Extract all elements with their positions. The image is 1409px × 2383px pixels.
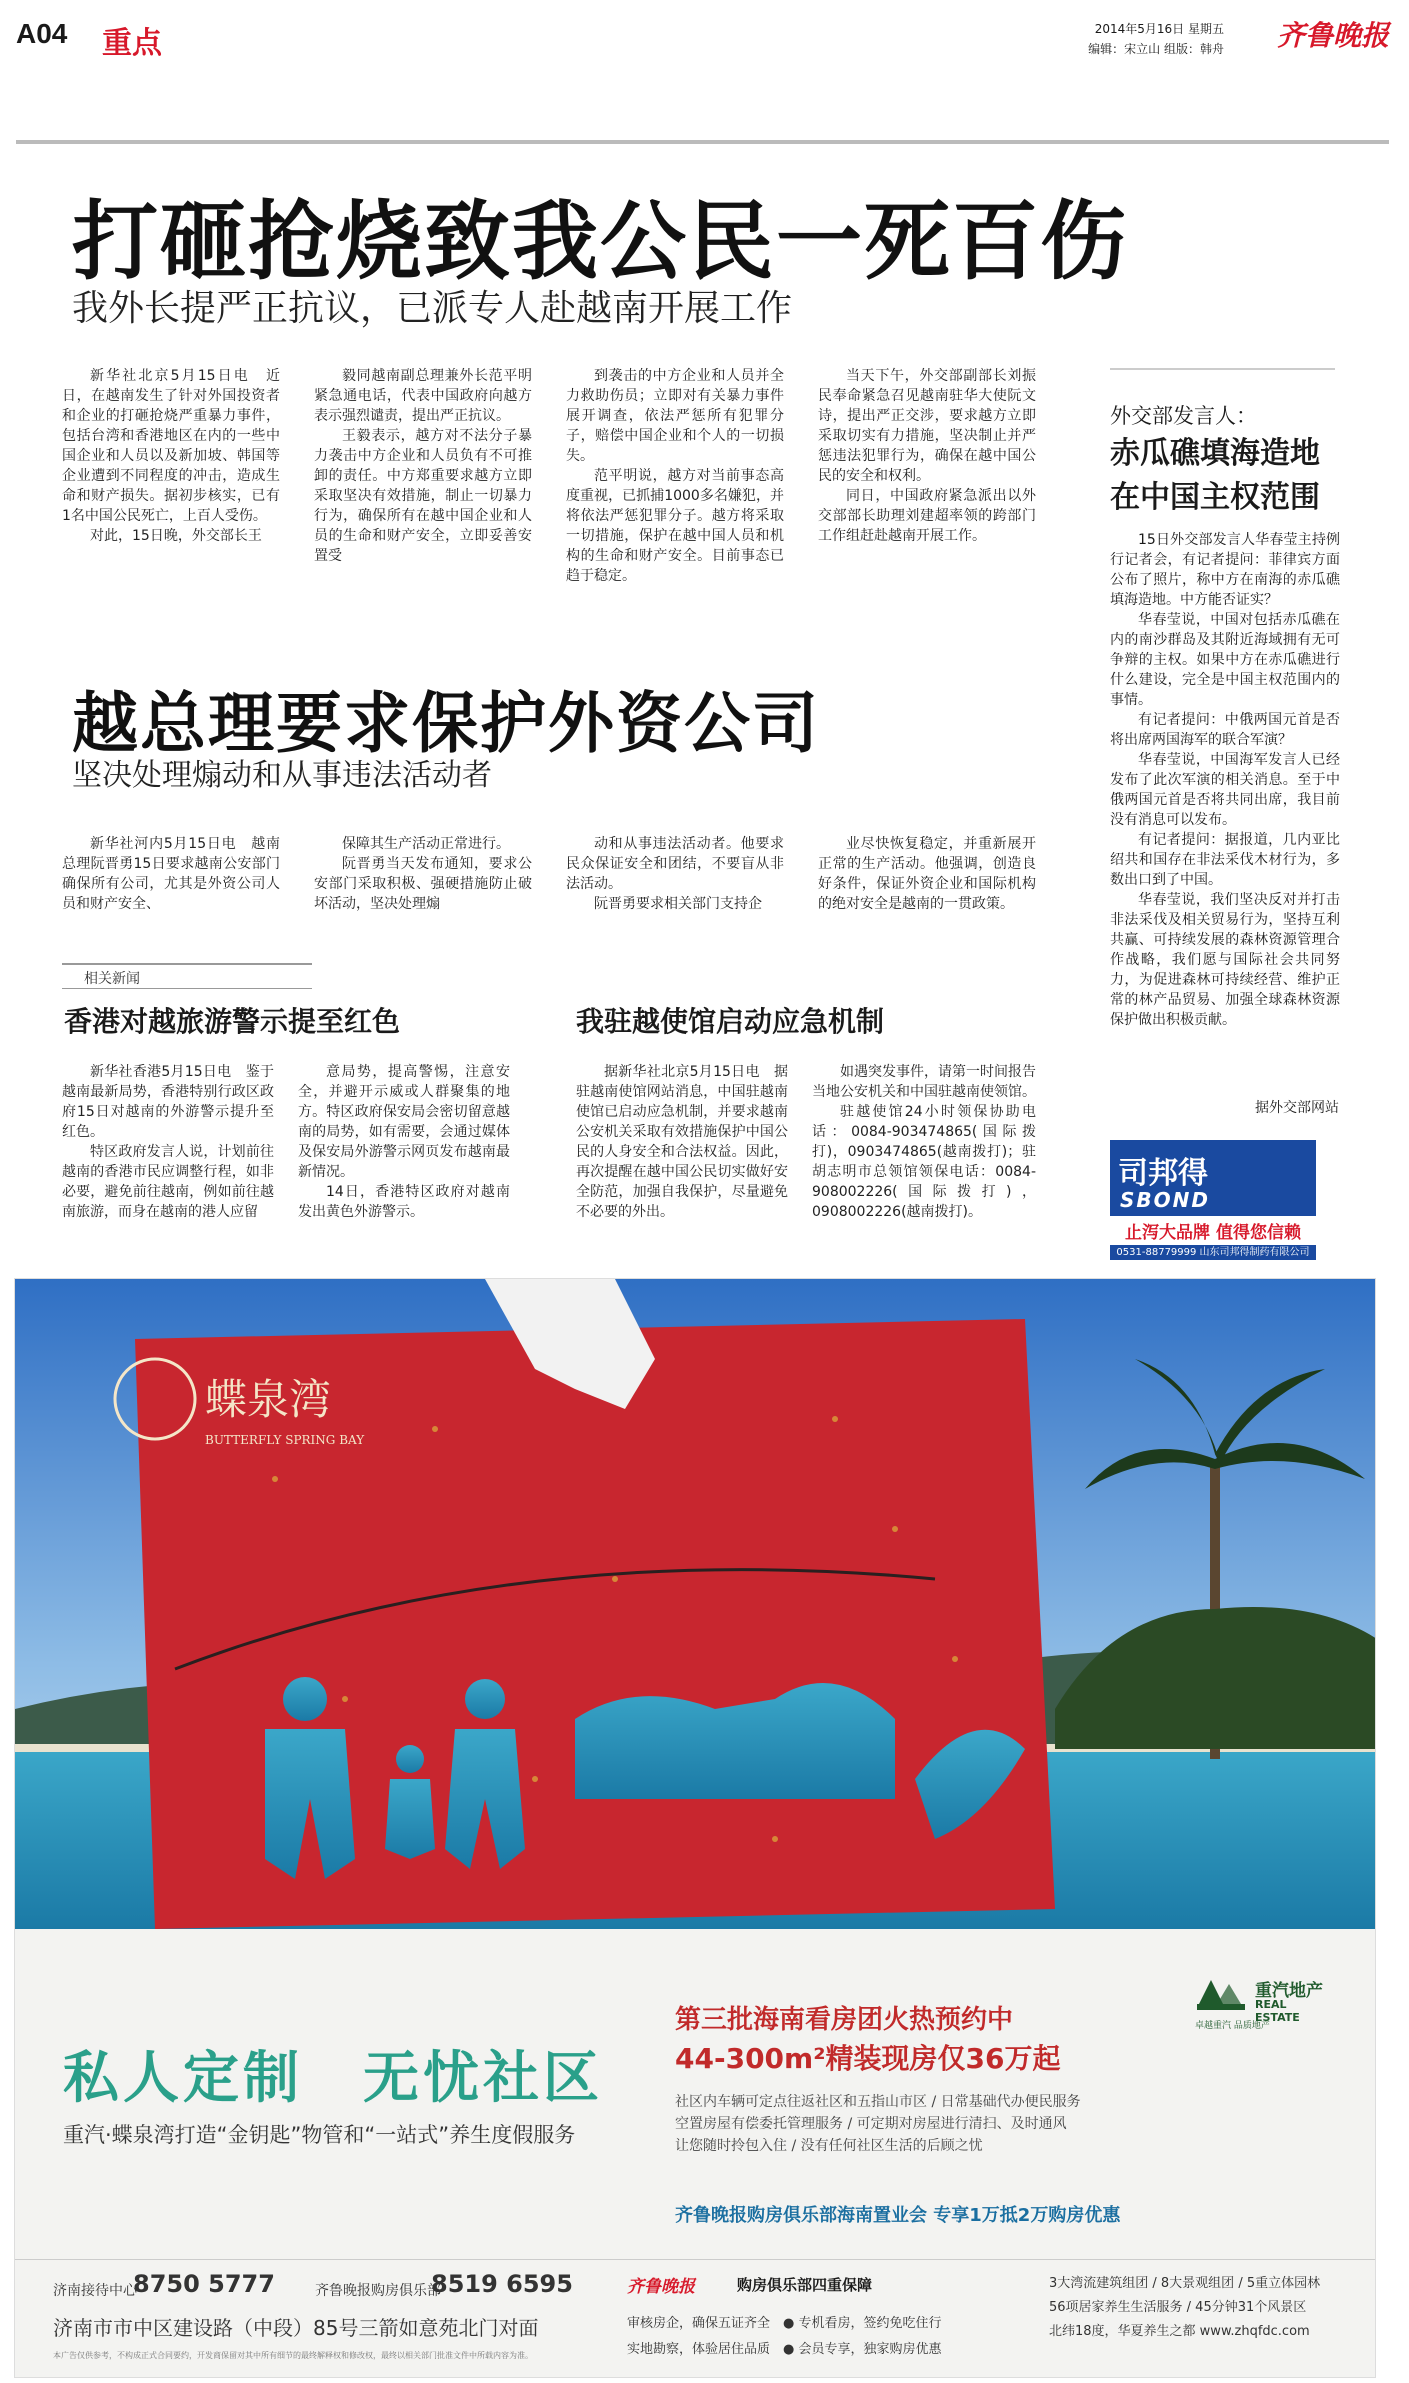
- sinotruk-emblem-icon: [1195, 1974, 1249, 2014]
- reception-label: 济南接待中心: [53, 2283, 137, 2299]
- developer-english: REAL ESTATE: [1255, 1998, 1300, 2024]
- related-left-headline: 香港对越旅游警示提至红色: [64, 1005, 401, 1038]
- paragraph: 新华社香港5月15日电 鉴于越南最新局势，香港特别行政区政府15日对越南的外游警示提升至红色。: [62, 1064, 274, 1140]
- sbond-tagline: 止泻大品牌 值得您信赖: [1110, 1216, 1316, 1245]
- service-features: [675, 2091, 1081, 2157]
- project-english-name: BUTTERFLY SPRING BAY: [205, 1433, 365, 1447]
- ad-text-area: [15, 1929, 1376, 2378]
- club-offer: 齐鲁晚报购房俱乐部海南置业会 专享1万抵2万购房优惠: [675, 2205, 1121, 2226]
- paragraph: 意局势，提高警惕，注意安全，并避开示威或人群聚集的地方。特区政府保安局会密切留意越南的局势，如有需要，会通过媒体及保安局外游警示网页发布越南最新情况。: [298, 1064, 510, 1180]
- project-highlights: [1049, 2272, 1320, 2344]
- paragraph: 新华社河内5月15日电 越南总理阮晋勇15日要求越南公安部门确保所有公司，尤其是外资公司人员和财产安全、: [62, 836, 280, 912]
- paragraph: 据新华社北京5月15日电 据驻越南使馆网站消息，中国驻越南使馆已启动应急机制，并要求越南公安机关采取有效措施保护中国公民的人身安全和合法权益。因此，再次提醒在越中国公民切实做好安全防范，加强自我保护，尽量避免不必要的外出。: [576, 1064, 788, 1220]
- developer-logo: [1195, 1974, 1335, 2034]
- page-header: [16, 14, 1389, 62]
- page-number: A04: [16, 18, 68, 49]
- second-headline: 越总理要求保护外资公司: [72, 685, 820, 762]
- story1-column-3: [566, 366, 784, 586]
- story2-column-4: [818, 834, 1036, 914]
- issue-date: 2014年5月16日 星期五: [1094, 22, 1224, 36]
- story2-column-2: [314, 834, 532, 914]
- feature-line: 空置房屋有偿委托管理服务 / 可定期对房屋进行清扫、及时通风: [675, 2116, 1067, 2132]
- paragraph: 14日，香港特区政府对越南发出黄色外游警示。: [298, 1184, 510, 1220]
- sbond-advertisement: [1110, 1140, 1316, 1260]
- promo-line-2: 44-300m²精装现房仅36万起: [675, 2042, 1061, 2075]
- reception-phone: 8750 5777: [133, 2270, 275, 2298]
- related-right-headline: 我驻越使馆启动应急机制: [576, 1005, 885, 1038]
- paragraph: 阮晋勇要求相关部门支持企: [594, 896, 762, 912]
- real-estate-advertisement: [14, 1278, 1376, 2378]
- paragraph: 有记者提问：据报道，几内亚比绍共和国存在非法采伐木材行为，多数出口到了中国。: [1110, 832, 1340, 888]
- paragraph: 如遇突发事件，请第一时间报告当地公安机关和中国驻越南使领馆。: [812, 1064, 1036, 1100]
- club-phone: 8519 6595: [431, 2270, 573, 2298]
- story1-column-4: [818, 366, 1036, 546]
- resort-photo: [15, 1279, 1376, 1929]
- highlight-line: 3大湾流建筑组团 / 8大景观组团 / 5重立体园林: [1049, 2276, 1321, 2291]
- club-guarantee-title: 购房俱乐部四重保障: [737, 2276, 873, 2294]
- paragraph: 保障其生产活动正常进行。: [342, 836, 510, 852]
- paragraph: 当天下午，外交部副部长刘振民奉命紧急召见越南驻华大使阮文诗，提出严正交涉，要求越方立即采取切实有力措施，坚决制止并严惩违法犯罪行为，确保在越中国公民的安全和权利。: [818, 368, 1036, 484]
- sbond-phone: 0531-88779999 山东司邦得制药有限公司: [1116, 1247, 1310, 1258]
- related-left-column-2: [298, 1062, 510, 1222]
- paragraph: 到袭击的中方企业和人员并全力救助伤员；立即对有关暴力事件展开调查，依法严惩所有犯罪分子，赔偿中国企业和个人的一切损失。: [566, 368, 784, 464]
- project-name: 蝶泉湾: [205, 1375, 332, 1424]
- paragraph: 15日外交部发言人华春莹主持例行记者会，有记者提问：菲律宾方面公布了照片，称中方在南海的赤瓜礁填海造地。中方能否证实？: [1110, 532, 1340, 608]
- paragraph: 有记者提问：中俄两国元首是否将出席两国海军的联合军演？: [1110, 712, 1340, 748]
- club-guarantees: [627, 2272, 1027, 2368]
- sidebar-headline: 赤瓜礁填海造地在中国主权范围: [1110, 436, 1320, 515]
- highlight-line: 56项居家养生生活服务 / 45分钟31个风景区: [1049, 2300, 1307, 2315]
- paragraph: 动和从事违法活动者。他要求民众保证安全和团结，不要盲从非法活动。: [566, 836, 784, 892]
- developer-name: 重汽地产: [1255, 1981, 1323, 2001]
- ad-disclaimer: 本广告仅供参考，不构成正式合同要约，开发商保留对其中所有细节的最终解释权和修改权，最终以相关部门批准文件中所载内容为准。: [53, 2351, 533, 2360]
- paragraph: 华春莹说，中国海军发言人已经发布了此次军演的相关消息。至于中俄两国元首是否将共同出席，我目前没有消息可以发布。: [1110, 752, 1340, 828]
- story2-column-1: [62, 834, 280, 914]
- paragraph: 毅同越南副总理兼外长范平明紧急通电话，代表中国政府向越方表示强烈谴责，提出严正抗议。: [314, 368, 532, 424]
- related-left-column-1: [62, 1062, 274, 1222]
- story1-column-2: [314, 366, 532, 566]
- club-label: 齐鲁晚报购房俱乐部: [315, 2283, 441, 2299]
- related-right-column-2: [812, 1062, 1036, 1222]
- sbond-english-name: SBOND: [1120, 1188, 1210, 1212]
- sidebar-kicker: 外交部发言人：: [1110, 404, 1257, 428]
- ad-slogan: 私人定制 无忧社区: [63, 2046, 603, 2111]
- guarantee-line: 审核房企，确保五证齐全 ● 专机看房，签约免吃住行: [627, 2316, 942, 2331]
- paragraph: 特区政府发言人说，计划前往越南的香港市民应调整行程，如非必要，避免前往越南，例如前往越南旅游，而身在越南的港人应留: [62, 1144, 274, 1220]
- sidebar-divider: [1110, 368, 1335, 370]
- club-logo: 齐鲁晚报: [627, 2277, 695, 2297]
- paragraph: 华春莹说，中国对包括赤瓜礁在内的南沙群岛及其附近海域拥有无可争辩的主权。如果中方在赤瓜礁进行什么建设，完全是中国主权范围内的事情。: [1110, 612, 1340, 708]
- paragraph: 对此，15日晚，外交部长王: [90, 528, 262, 544]
- related-news-label: 相关新闻: [84, 971, 140, 987]
- guarantee-line: 实地勘察，体验居住品质 ● 会员专享，独家购房优惠: [627, 2342, 942, 2357]
- paragraph: 新华社北京5月15日电 近日，在越南发生了针对外国投资者和企业的打砸抢烧严重暴力事件，包括台湾和香港地区在内的一些中国企业和人员以及新加坡、韩国等企业遭到不同程度的冲击，造成生命和财产损失。据初步核实，已有1名中国公民死亡，上百人受伤。: [62, 368, 280, 524]
- story1-column-1: [62, 366, 280, 546]
- editors-line: 编辑：宋立山 组版：韩舟: [1088, 42, 1224, 56]
- newspaper-logo: 齐鲁晚报: [1276, 19, 1389, 52]
- second-subhead: 坚决处理煽动和从事违法活动者: [72, 758, 492, 793]
- paragraph: 华春莹说，我们坚决反对并打击非法采伐及相关贸易行为，坚持互利共赢、可持续发展的森林资源管理合作战略，我们愿与国际社会共同努力，为促进森林可持续经营、维护正常的林产品贸易、加强全球森林资源保护做出积极贡献。: [1110, 892, 1340, 1028]
- paragraph: 阮晋勇当天发布通知，要求公安部门采取积极、强硬措施防止破坏活动，坚决处理煽: [314, 856, 532, 912]
- story2-column-3: [566, 834, 784, 914]
- paragraph: 王毅表示，越方对不法分子暴力袭击中方企业和人员负有不可推卸的责任。中方郑重要求越方立即采取坚决有效措施，制止一切暴力行为，确保所有在越中国企业和人员的生命和财产安全，立即妥善安置受: [314, 428, 532, 564]
- sidebar-source: 据外交部网站: [1255, 1100, 1339, 1116]
- highlight-line: 北纬18度，华夏养生之都 www.zhqfdc.com: [1049, 2324, 1310, 2339]
- paragraph: 驻越使馆24小时领保协助电话：0084-903474865(国际拨打)，0903474865(越南拨打)；驻胡志明市总领馆领保电话：0084-908002226(国际拨打)，0908002226(越南拨打)。: [812, 1104, 1036, 1220]
- developer-slogan: 卓越重汽 品质地产: [1195, 2021, 1270, 2031]
- paragraph: 范平明说，越方对当前事态高度重视，已抓捕1000多名嫌犯，并将依法严惩犯罪分子。越方将采取一切措施，保护在越中国人员和机构的生命和财产安全。目前事态已趋于稳定。: [566, 468, 784, 584]
- sidebar-body: [1110, 530, 1340, 1030]
- related-right-column-1: [576, 1062, 788, 1222]
- feature-line: 社区内车辆可定点往返社区和五指山市区 / 日常基础代办便民服务: [675, 2094, 1081, 2110]
- sbond-brand: 司邦得: [1118, 1156, 1208, 1191]
- main-headline: 打砸抢烧致我公民一死百伤: [72, 192, 1128, 292]
- ad-address: 济南市市中区建设路（中段）85号三箭如意苑北门对面: [53, 2316, 539, 2340]
- paragraph: 同日，中国政府紧急派出以外交部部长助理刘建超率领的跨部门工作组赶赴越南开展工作。: [818, 488, 1036, 544]
- ad-tagline: 重汽·蝶泉湾打造“金钥匙”物管和“一站式”养生度假服务: [63, 2123, 576, 2147]
- header-divider: [16, 140, 1389, 144]
- ad-contact-strip: [15, 2259, 1376, 2378]
- feature-line: 让您随时拎包入住 / 没有任何社区生活的后顾之忧: [675, 2138, 983, 2154]
- promo-line-1: 第三批海南看房团火热预约中: [675, 2005, 1014, 2035]
- main-subhead: 我外长提严正抗议，已派专人赴越南开展工作: [72, 288, 793, 329]
- paragraph: 业尽快恢复稳定，并重新展开正常的生产活动。他强调，创造良好条件，保证外资企业和国际机构的绝对安全是越南的一贯政策。: [818, 836, 1036, 912]
- section-name: 重点: [102, 26, 162, 61]
